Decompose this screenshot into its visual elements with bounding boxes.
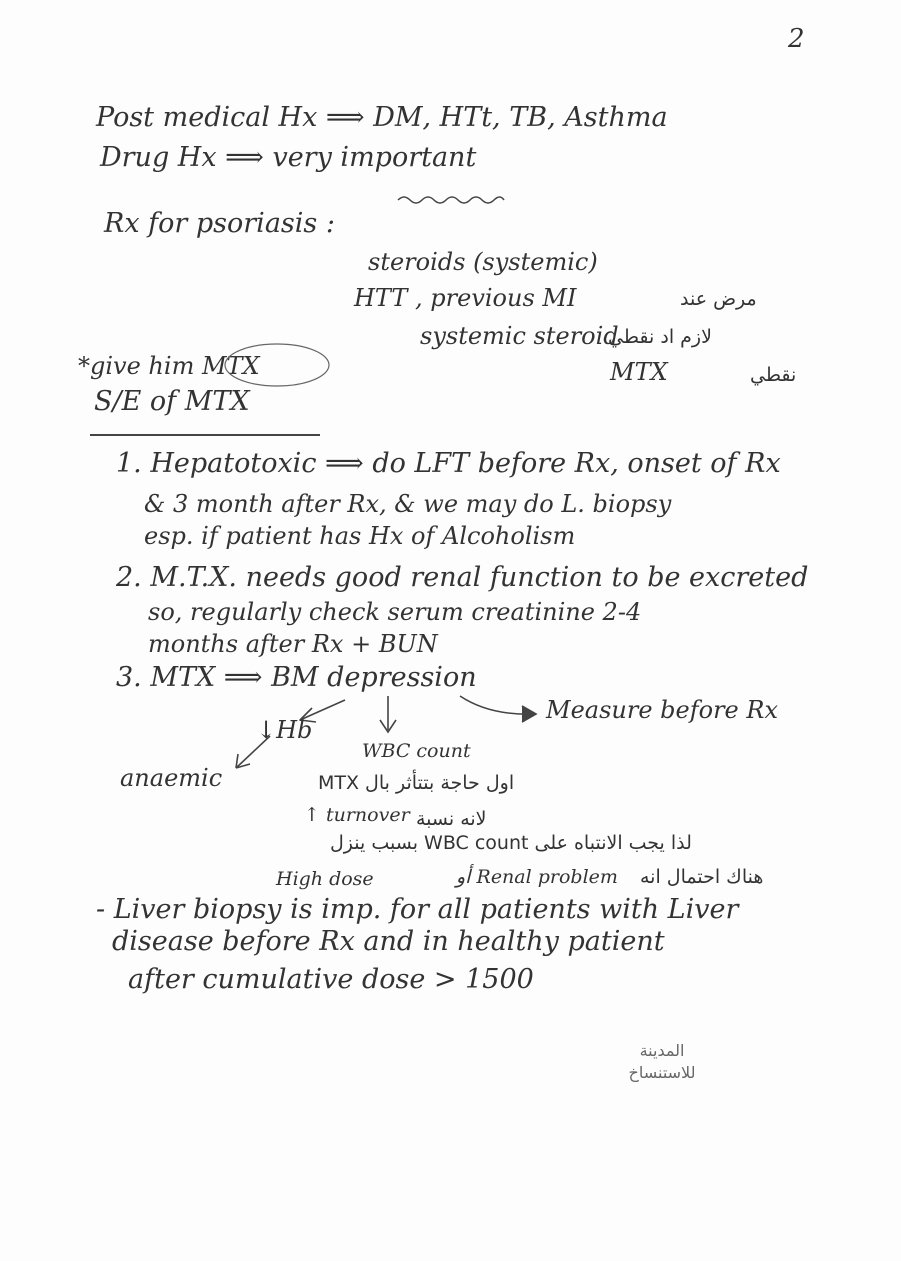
turnover-note: ↑ turnover — [304, 804, 410, 826]
copy-shop-stamp: المدينة للاستنساخ — [628, 1041, 696, 1082]
high-dose: High dose — [276, 868, 374, 890]
arabic-mtx-note: اول حاجة بتتأثر بال MTX — [318, 772, 515, 794]
arabic-high-note: هناك احتمال انه — [640, 866, 764, 888]
arabic-turnover-note: لانه نسبة — [416, 808, 487, 830]
side-effects-heading: S/E of MTX — [94, 386, 250, 417]
anaemic: anaemic — [120, 764, 223, 792]
arabic-note-2: لازم اد نقطي — [608, 326, 712, 348]
liver-line-2: disease before Rx and in healthy patient — [112, 926, 665, 957]
rx-heading: Rx for psoriasis : — [104, 208, 335, 239]
page-number: 2 — [788, 24, 805, 54]
liver-line-1: - Liver biopsy is imp. for all patients with Liver — [96, 894, 739, 925]
arabic-note-1: مرض عند — [680, 288, 757, 310]
item-2-line-3: months after Rx + BUN — [148, 630, 438, 658]
renal-problem: أو Renal problem — [456, 866, 618, 888]
hb-decrease: ↓Hb — [256, 716, 313, 744]
liver-line-3: after cumulative dose > 1500 — [128, 964, 534, 995]
steroids-systemic-line: systemic steroid — [420, 322, 619, 350]
steroids-mtx: MTX — [610, 358, 668, 386]
item-2-line-1: 2. M.T.X. needs good renal function to be excreted — [116, 562, 809, 593]
drug-history: Drug Hx ⟹ very important — [100, 142, 477, 173]
item-1-line-3: esp. if patient has Hx of Alcoholism — [144, 522, 576, 550]
item-2-line-2: so, regularly check serum creatinine 2-4 — [148, 598, 642, 626]
steroids-line: steroids (systemic) — [368, 248, 598, 276]
arabic-note-3: نقطي — [750, 364, 797, 386]
arabic-attention-note: لذا يجب الانتباه على WBC count بسبب ينزل — [330, 832, 692, 854]
wbc-count: WBC count — [362, 740, 471, 762]
give-mtx: *give him MTX — [78, 352, 260, 380]
steroids-htt-line: HTT , previous MI — [354, 284, 577, 312]
past-medical-history: Post medical Hx ⟹ DM, HTt, TB, Asthma — [96, 102, 668, 133]
item-1-line-2: & 3 month after Rx, & we may do L. biopsy — [144, 490, 672, 518]
measure-before-rx: Measure before Rx — [546, 696, 778, 724]
item-3-line-1: 3. MTX ⟹ BM depression — [116, 662, 477, 693]
item-1-line-1: 1. Hepatotoxic ⟹ do LFT before Rx, onset of Rx — [116, 448, 781, 479]
